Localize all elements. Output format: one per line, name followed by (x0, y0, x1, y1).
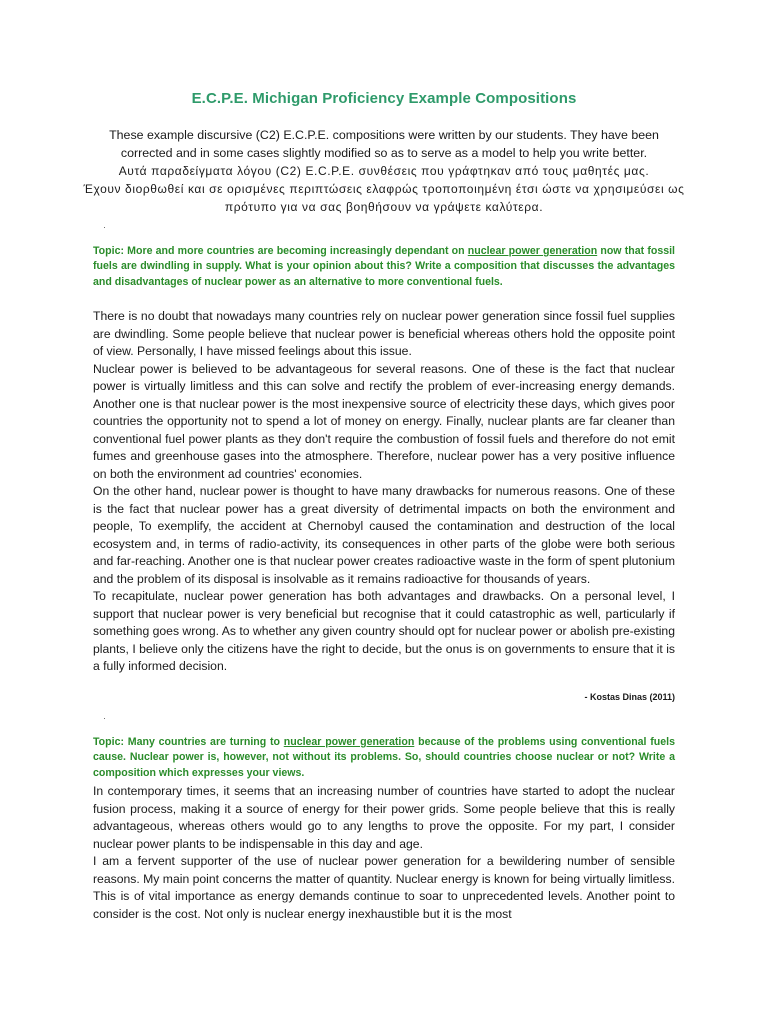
separator-mark: · (103, 713, 106, 723)
composition1-topic-suffix: now that fossil fuels are dwindling in supply. What is your opinion about this? Write a composition that discusses the advantages and disadvantages of nuclear power as an alternative to more conventional fuels. (93, 245, 675, 288)
composition1-paragraph: On the other hand, nuclear power is thought to have many drawbacks for numerous reasons. One of these is the fact that nuclear power has a great diversity of detrimental impacts on both the environment and people, To exemplify, the accident at Chernobyl caused the contamination and destruction of the local ecosystem and, in terms of radio-activity, its consequences in other parts of the globe were both serious and far-reaching. Another one is that nuclear power creates radioactive waste in the form of spent plutonium and the problem of its disposal is insolvable as it remains radioactive for thousands of years. (93, 484, 675, 586)
composition1-body (93, 308, 675, 676)
intro-greek-line1: Αυτά παραδείγματα λόγου (C2) E.C.P.E. συνθέσεις που γράφτηκαν από τους μαθητές μας. (118, 164, 650, 178)
page-title: E.C.P.E. Michigan Proficiency Example Compositions (191, 90, 577, 107)
intro-english: These example discursive (C2) E.C.P.E. compositions were written by our students. They have been corrected and in some cases slightly modified so as to serve as a model to help you write better. (109, 128, 659, 160)
composition1-topic (93, 244, 675, 290)
separator-mark: · (103, 222, 106, 232)
composition2-body (93, 783, 675, 923)
composition2-topic-suffix: because of the problems using conventional fuels cause. Nuclear power is, however, not without its problems. So, should countries choose nuclear or not? Write a composition which expresses your views. (93, 736, 675, 779)
intro-greek-line2: Έχουν διορθωθεί και σε ορισμένες περιπτώσεις ελαφρώς τροποποιημένη έτσι ώστε να χρησιμεύσει ως πρότυπο για να σας βοηθήσουν να γράψετε καλύτερα. (83, 182, 685, 214)
composition1-paragraph: There is no doubt that nowadays many countries rely on nuclear power generation since fossil fuel supplies are dwindling. Some people believe that nuclear power is beneficial whereas others hold the opposite point of view. Personally, I have missed feelings about this issue. (93, 309, 675, 358)
composition1-signature: - Kostas Dinas (2011) (584, 692, 675, 702)
composition1-paragraph: To recapitulate, nuclear power generation has both advantages and drawbacks. On a personal level, I support that nuclear power is very beneficial but recognise that it could catastrophic as well, particularly if something goes wrong. As to whether any given country should opt for nuclear power or abolish pre-existing plants, I believe only the citizens have the right to decide, but the onus is on governments to ensure that it is a fully informed decision. (93, 589, 675, 673)
composition2-topic-link[interactable]: nuclear power generation (283, 736, 415, 748)
composition2-topic (93, 735, 675, 781)
composition2-topic-prefix: Topic: Many countries are turning to (93, 736, 284, 748)
composition1-topic-prefix: Topic: More and more countries are becoming increasingly dependant on (93, 245, 468, 257)
composition2-paragraph: I am a fervent supporter of the use of nuclear power generation for a bewildering number of sensible reasons. My main point concerns the matter of quantity. Nuclear energy is known for being virtually limitless. This is of vital importance as energy demands continue to soar to unprecedented levels. Another point to consider is the cost. Not only is nuclear energy inexhaustible but it is the most (93, 854, 675, 921)
composition1-topic-link[interactable]: nuclear power generation (467, 245, 598, 257)
intro-block (83, 126, 685, 216)
composition1-paragraph: Nuclear power is believed to be advantageous for several reasons. One of these is the fact that nuclear power is virtually limitless and this can solve and rectify the problem of ever-increasing energy demands. Another one is that nuclear power is the most inexpensive source of electricity these days, which gives poor countries the opportunity not to spend a lot of money on energy. Finally, nuclear plants are far cleaner than conventional fuel power plants as they don't require the combustion of fossil fuels and therefore do not emit fumes and greenhouse gases into the atmosphere. Therefore, nuclear power has a very positive influence on both the environment ad countries' economies. (93, 361, 675, 481)
composition2-paragraph: In contemporary times, it seems that an increasing number of countries have started to adopt the nuclear fusion process, making it a source of energy for their power grids. Some people believe that this is really advantageous, whereas others would go to any lengths to prove the opposite. For my part, I consider nuclear power plants to be indispensable in this day and age. (93, 784, 675, 851)
